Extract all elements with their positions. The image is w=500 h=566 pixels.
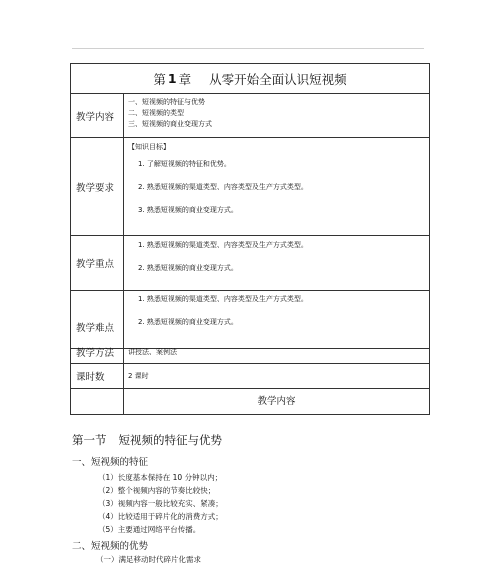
requirement-item: 1. 了解短视频的特征和优势。: [138, 160, 231, 168]
feature-item: （3）视频内容一般比较充实、紧凑；: [98, 499, 223, 508]
method-value: 讲授法、案例法: [128, 347, 177, 356]
content-header: 教学内容: [257, 396, 296, 407]
label-requirements: 教学要求: [71, 138, 124, 235]
key-point-item: 2. 熟悉短视频的商业变现方式。: [138, 264, 238, 272]
section-title: 短视频的特征与优势: [118, 433, 222, 447]
requirement-item: 3. 熟悉短视频的商业变现方式。: [138, 206, 238, 214]
feature-item: （5）主要通过网络平台传播。: [98, 525, 201, 534]
key-point-item: 1. 熟悉短视频的渠道类型、内容类型及生产方式类型。: [138, 241, 308, 249]
feature-item: （2）整个视频内容的节奏比较快；: [98, 486, 216, 495]
difficulty-item: 2. 熟悉短视频的商业变现方式。: [138, 318, 238, 326]
label-difficulties: 教学难点: [71, 291, 124, 348]
chapter-number: 1: [167, 71, 177, 86]
top-rule: [72, 48, 424, 49]
feature-item: （1）长度基本保持在 10 分钟以内；: [98, 473, 223, 482]
label-method: 教学方法: [71, 341, 124, 363]
advantages-heading: 二、短视频的优势: [72, 541, 149, 552]
content-item: 一、短视频的特征与优势: [128, 98, 205, 106]
label-content: 教学内容: [71, 94, 124, 137]
chapter-suffix: 章: [178, 71, 192, 87]
chapter-title: [71, 64, 429, 94]
chapter-name: 从零开始全面认识短视频: [209, 71, 347, 87]
advantages-sub: （一）满足移动时代碎片化需求: [96, 555, 201, 564]
content-item: 二、短视频的类型: [128, 109, 184, 117]
content-list: [124, 94, 429, 137]
requirements-header: 【知识目标】: [128, 143, 170, 151]
row-requirements: [71, 138, 429, 236]
row-method: [71, 341, 429, 364]
label-hours: 课时数: [71, 364, 124, 388]
features-heading: 一、短视频的特征: [72, 457, 149, 468]
section-number: 第一节: [72, 433, 107, 447]
requirement-item: 2. 熟悉短视频的渠道类型、内容类型及生产方式类型。: [138, 183, 308, 191]
requirements-list: [124, 138, 429, 235]
feature-item: （4）比较适用于碎片化的消费方式；: [98, 512, 223, 521]
key-points-list: [124, 236, 429, 290]
difficulty-item: 1. 熟悉短视频的渠道类型、内容类型及生产方式类型。: [138, 295, 308, 303]
chapter-prefix: 第: [153, 71, 166, 87]
difficulties-list: [124, 291, 429, 348]
section-heading: [72, 432, 222, 448]
row-content: [71, 94, 429, 138]
label-key-points: 教学重点: [71, 236, 124, 290]
row-hours: [71, 364, 429, 389]
row-key-points: [71, 236, 429, 291]
lesson-plan-table: [70, 63, 430, 415]
hours-value: 2 课时: [128, 371, 149, 380]
content-item: 三、短视频的商业变现方式: [128, 120, 212, 128]
row-content-header: [71, 389, 429, 414]
